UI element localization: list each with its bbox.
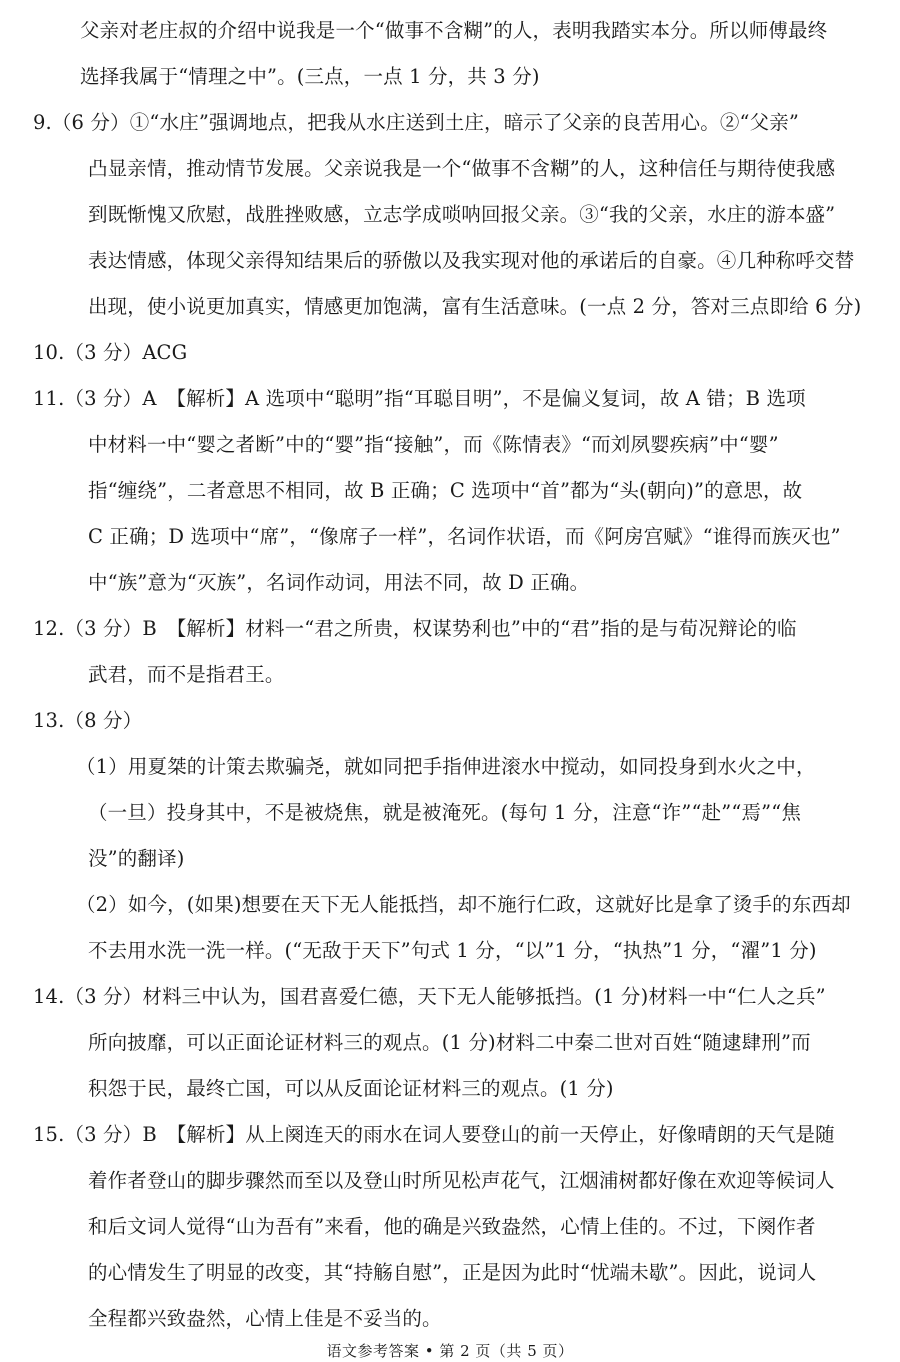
text-line: 中“族”意为“灭族”，名词作动词，用法不同，故 D 正确。 — [88, 571, 590, 594]
text-line: 所向披靡，可以正面论证材料三的观点。(1 分)材料二中秦二世对百姓“随逮肆刑”而 — [88, 1031, 811, 1054]
text-line: （一旦）投身其中，不是被烧焦，就是被淹死。(每句 1 分，注意“诈”“赴”“焉”“焦 — [88, 801, 801, 824]
text-line: 凸显亲情，推动情节发展。父亲说我是一个“做事不含糊”的人，这种信任与期待使我感 — [88, 157, 836, 180]
answer-15-line: 15.（3 分）B 【解析】从上阕连天的雨水在词人要登山的前一天停止，好像晴朗的天气是随 — [33, 1123, 835, 1146]
text-line: 到既惭愧又欣慰，战胜挫败感，立志学成唢呐回报父亲。③“我的父亲，水庄的游本盛” — [88, 203, 836, 226]
text-line: 没”的翻译) — [88, 847, 185, 870]
text-line: 着作者登山的脚步骤然而至以及登山时所见松声花气，江烟浦树都好像在欢迎等候词人 — [88, 1169, 835, 1192]
text-line: C 正确；D 选项中“席”，“像席子一样”，名词作状语，而《阿房宫赋》“谁得而族灭也” — [88, 525, 841, 548]
answer-14-line: 14.（3 分）材料三中认为，国君喜爱仁德，天下无人能够抵挡。(1 分)材料一中“仁人之兵” — [33, 985, 826, 1008]
answer-11-line: 11.（3 分）A 【解析】A 选项中“聪明”指“耳聪目明”，不是偏义复词，故 A 错；B 选项 — [33, 387, 806, 410]
text-line: 指“缠绕”，二者意思不相同，故 B 正确；C 选项中“首”都为“头(朝向)”的意思，故 — [88, 479, 803, 502]
answer-12-line: 12.（3 分）B 【解析】材料一“君之所贵，权谋势利也”中的“君”指的是与荀况辩论的临 — [33, 617, 797, 640]
text-line: （2）如今，(如果)想要在天下无人能抵挡，却不施行仁政，这就好比是拿了烫手的东西却 — [76, 893, 851, 916]
text-line: 选择我属于“情理之中”。(三点，一点 1 分，共 3 分) — [80, 65, 540, 88]
text-line: 不去用水洗一洗一样。(“无敌于天下”句式 1 分，“以”1 分，“执热”1 分，“濯”1 分) — [88, 939, 817, 962]
text-line: 表达情感，体现父亲得知结果后的骄傲以及我实现对他的承诺后的自豪。④几种称呼交替 — [88, 249, 855, 272]
text-line: 全程都兴致盎然，心情上佳是不妥当的。 — [88, 1307, 442, 1330]
text-line: 武君，而不是指君王。 — [88, 663, 285, 686]
text-line: 中材料一中“婴之者断”中的“婴”指“接触”，而《陈情表》“而刘夙婴疾病”中“婴” — [88, 433, 779, 456]
text-line: 积怨于民，最终亡国，可以从反面论证材料三的观点。(1 分) — [88, 1077, 614, 1100]
text-line: 出现，使小说更加真实，情感更加饱满，富有生活意味。(一点 2 分，答对三点即给 6 分) — [88, 295, 862, 318]
text-line: 父亲对老庄叔的介绍中说我是一个“做事不含糊”的人，表明我踏实本分。所以师傅最终 — [80, 19, 828, 42]
text-line: （1）用夏桀的计策去欺骗尧，就如同把手指伸进滚水中搅动，如同投身到水火之中， — [76, 755, 816, 778]
answer-9-line: 9.（6 分）①“水庄”强调地点，把我从水庄送到土庄，暗示了父亲的良苦用心。②“父亲” — [33, 111, 800, 134]
text-line: 的心情发生了明显的改变，其“持觞自慰”，正是因为此时“忧端未歇”。因此，说词人 — [88, 1261, 817, 1284]
answer-13-line: 13.（8 分） — [33, 709, 143, 732]
text-line: 和后文词人觉得“山为吾有”来看，他的确是兴致盎然，心情上佳的。不过，下阕作者 — [88, 1215, 816, 1238]
page-footer: 语文参考答案 • 第 2 页（共 5 页） — [326, 1342, 574, 1360]
answer-10-line: 10.（3 分）ACG — [33, 341, 188, 364]
